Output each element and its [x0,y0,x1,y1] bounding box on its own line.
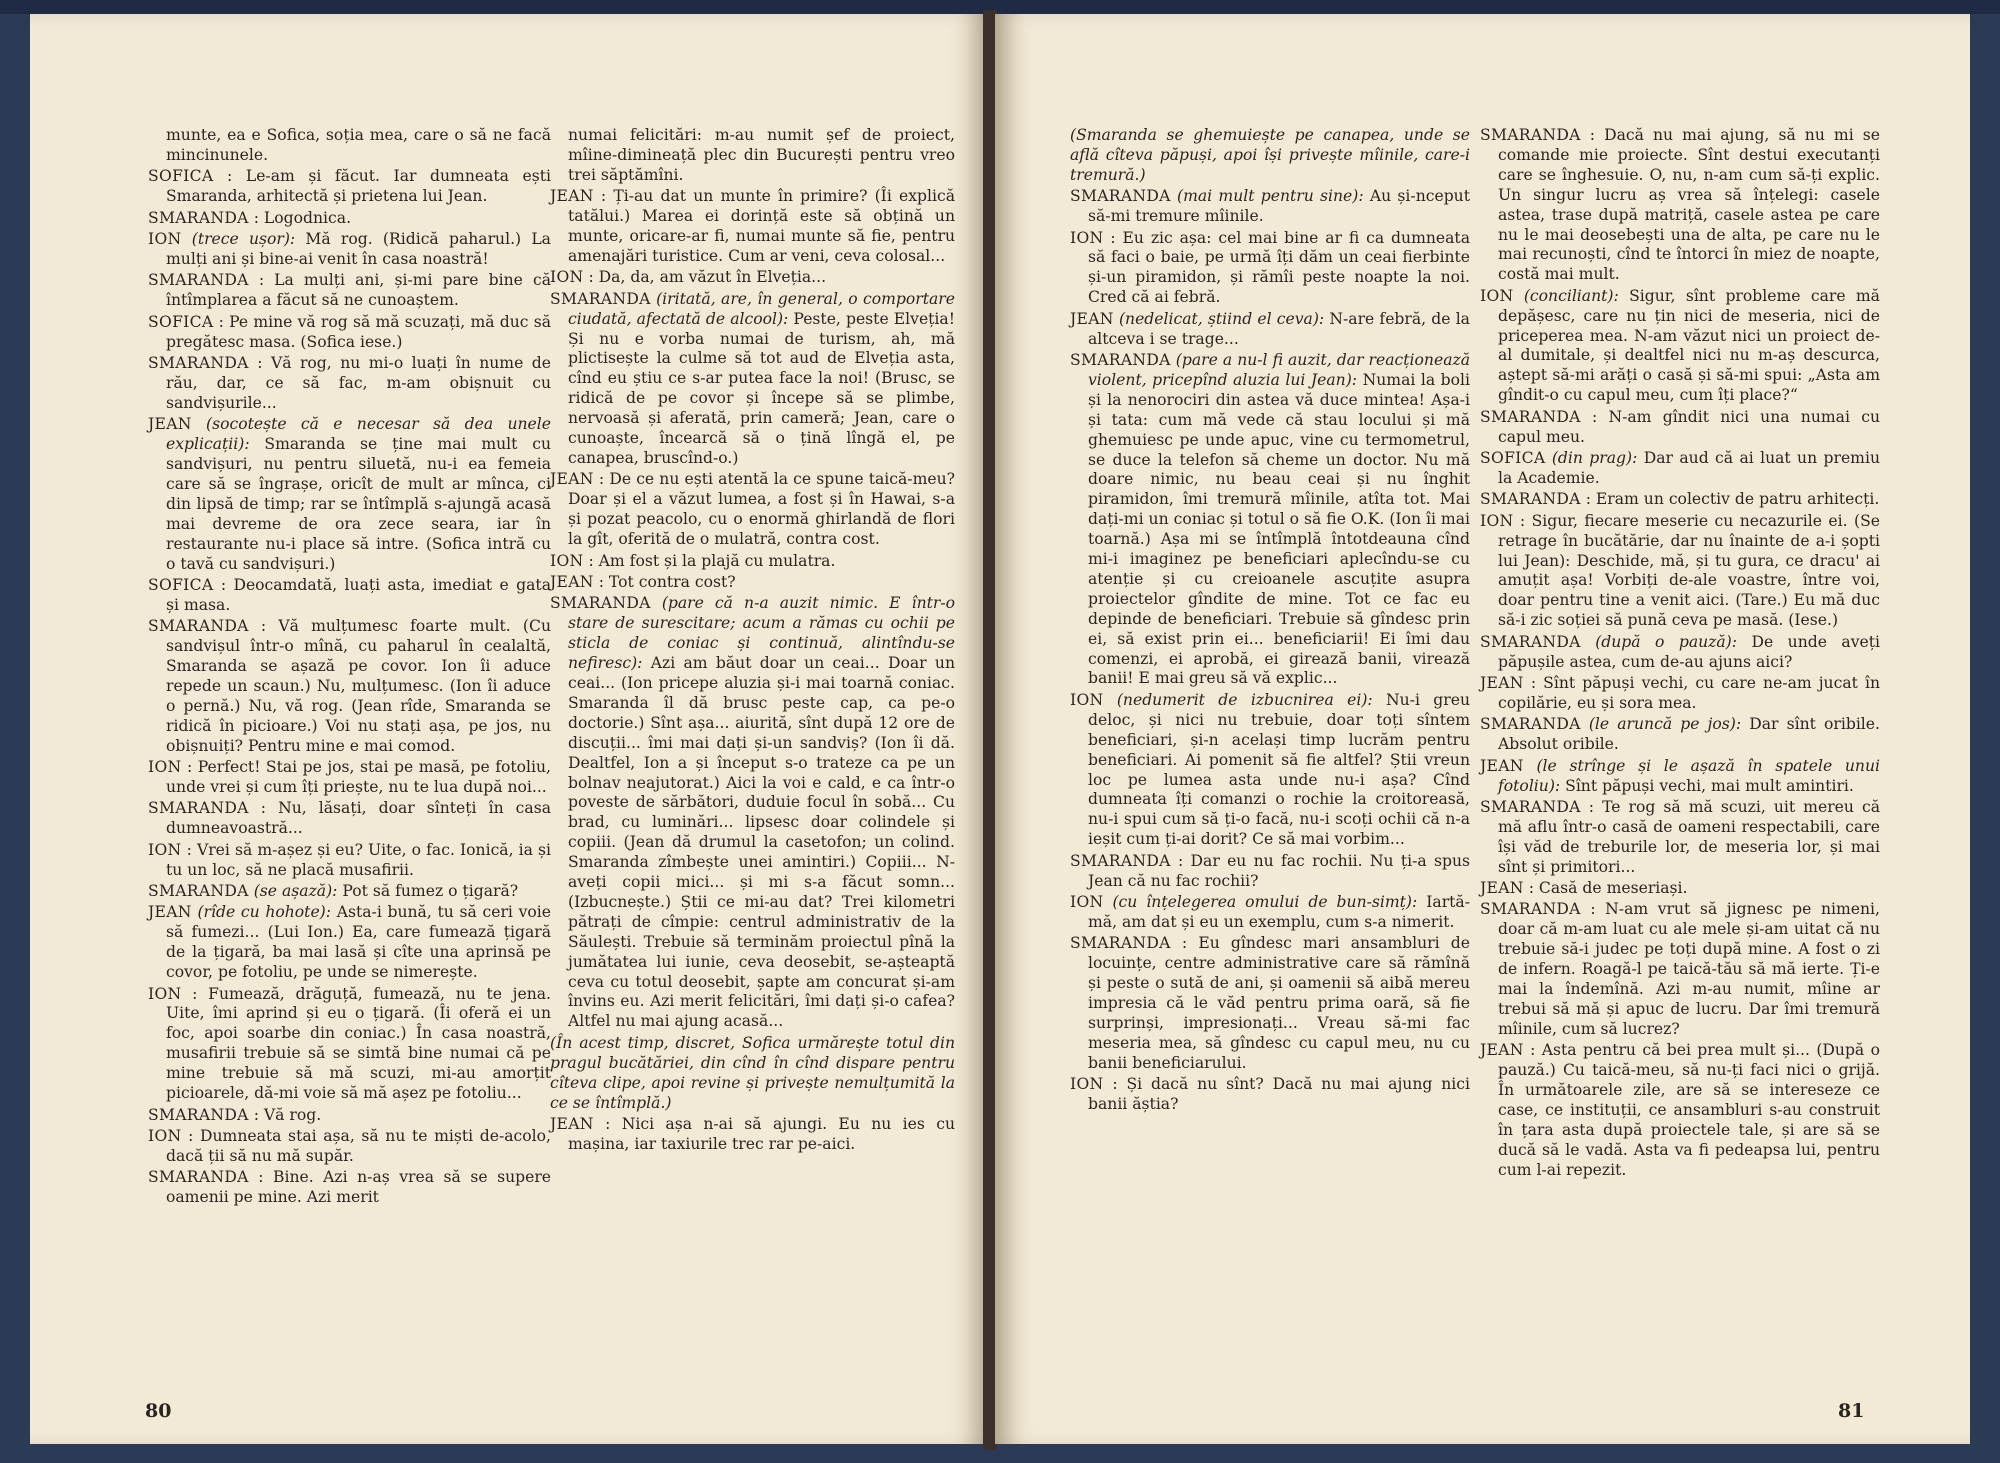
left-page-column-2 [550,126,955,1156]
speaker-name: SMARANDA [550,594,651,613]
dialogue-text: Pot să fumez o țigară? [342,882,519,901]
dialogue-line: JEAN : Ți-au dat un munte în primire? (Îi explică tatălui.) Marea ei dorință este să obțină un munte, oricare-ar fi, numai munte să fie, pentru amenajări turistice. Cum ar veni, ceva colosal... [550,187,955,265]
speaker-name: ION [1070,892,1104,911]
dialogue-line: ION : Da, da, am văzut în Elveția... [550,268,827,287]
speaker-name: JEAN [1480,673,1524,692]
dialogue-text: Bine. Azi n-aș vrea să se supere oamenii pe mine. Azi merit [166,1168,552,1207]
dialogue-line: SMARANDA : Nu, lăsați, doar sînteți în casa dumneavoastră... [148,799,551,838]
speaker-direction: (pare că n-a auzit nimic. E într-o stare de surescitare; acum a rămas cu ochii pe sticla de coniac și continuă, alintîndu-se nefiresc): [568,594,955,673]
dialogue-text: Perfect! Stai pe jos, stai pe masă, pe fotoliu, unde vrei și cum îți priește, nu te lua după noi... [166,758,552,796]
speaker-direction: (socotește că e necesar să dea unele explicații): [166,415,551,454]
speaker-direction: (trece ușor): [191,230,296,249]
speaker-name: SMARANDA [1070,934,1171,953]
book-cover-edge [0,0,2000,14]
dialogue-text: Le-am și făcut. Iar dumneata ești Smaranda, arhitectă și prietena lui Jean. [166,167,551,206]
dialogue-line [550,594,955,1032]
dialogue-text: Smaranda se ține mai mult cu sandvișuri, nu pentru siluetă, nu-i ea femeia care să se îngrașe, oricît de mult ar mînca, ci din lipsă de timp; rar se întîmplă s-ajungă acasă mai devreme de ora zece seara, iar în restaurante nu-i place să intre. (Sofica intră cu o tavă cu sandvișuri.) [166,435,551,573]
speaker-name: SMARANDA [1070,851,1171,870]
speaker-name: SMARANDA [1480,900,1581,919]
speaker-name: JEAN [550,470,594,489]
speaker-name: SOFICA [1480,449,1546,467]
speaker-name: SOFICA [148,167,214,186]
dialogue-text: Deocamdată, luați asta, imediat e gata și masa. [166,575,551,614]
speaker-name: JEAN [148,415,192,434]
speaker-direction: (din prag): [1551,449,1638,467]
speaker-name: SMARANDA [1480,490,1581,509]
dialogue-text: Fumează, drăguță, fumează, nu te jena. Uite, îmi aprind și eu o țigară. (Îi oferă ei un foc, apoi soarbe din coniac.) În casa noastră, musafirii trebuie să se simtă bine numai că pe mine trebuie să mă scuzi, mi-au amorțit picioarele, dă-mi voie să mă așez pe fotoliu... [166,984,551,1103]
speaker-name: ION [148,984,182,1003]
dialogue-text: Te rog să mă scuzi, uit mereu că mă aflu într-o casă de oameni respectabili, care își văd de treburile lor, de meseria lor, și mai sînt și primitori... [1498,797,1880,876]
speaker-direction: (le aruncă pe jos): [1588,715,1742,734]
dialogue-line: SMARANDA : Eram un colectiv de patru arhitecți. [1480,490,1880,509]
dialogue-text: N-am vrut să jignesc pe nimeni, doar că m-am luat cu ale mele și-am uitat că nu trebuie să-i judec pe toți după mine. A fost o zi de infern. Roagă-l pe taică-tău să mă ierte. Ți-e mai la îndemînă. Azi m-au numit, mîine ar trebui să mă și apuc de lucru. Dar îmi tremură mîinile, cum să lucrez? [1498,900,1880,1038]
dialogue-line [148,415,551,574]
speaker-name: SMARANDA [1070,350,1171,369]
dialogue-line: ION : Și dacă nu sînt? Dacă nu mai ajung nici banii ăștia? [1070,1075,1470,1113]
dialogue-text: Pe mine vă rog să mă scuzați, mă duc să pregătesc masa. (Sofica iese.) [166,312,551,351]
speaker-name: ION [1070,228,1104,247]
speaker-name: SMARANDA [148,617,249,636]
speaker-name: SMARANDA [1480,407,1581,426]
dialogue-text: De ce nu ești atentă la ce spune taică-meu? Doar și el a văzut lumea, a fost și în Hawai, s-a și pozat peacolo, cu o enormă ghirlandă de flori la gît, oferită de o mulatră, contra cost. [568,470,955,549]
speaker-name: ION [148,230,182,249]
dialogue-text: Logodnica. [263,208,352,227]
dialogue-line: JEAN : Nici așa n-ai să ajungi. Eu nu ies cu mașina, iar taxiurile trec rar pe-aici. [550,1114,955,1153]
dialogue-line: JEAN : Tot contra cost? [550,572,736,591]
dialogue-text: munte, ea e Sofica, soția mea, care o să ne facă mincinunele. [166,126,551,164]
dialogue-text: Nici așa n-ai să ajungi. Eu nu ies cu mașina, iar taxiurile trec rar pe-aici. [568,1114,955,1153]
dialogue-line [1070,351,1470,689]
dialogue-text: Sînt păpuși vechi, mai mult amintiri. [1565,776,1854,795]
dialogue-line: SMARANDA : Vă rog. [148,1105,322,1124]
dialogue-line [550,290,955,469]
page-number-left: 80 [145,1400,172,1422]
dialogue-line [148,882,551,902]
dialogue-line: JEAN : Casă de meseriași. [1480,879,1688,898]
speaker-name: JEAN [1070,309,1114,328]
speaker-name: SMARANDA [1480,126,1581,144]
speaker-name: ION [1480,511,1514,530]
dialogue-line: ION : Am fost și la plajă cu mulatra. [550,551,836,570]
dialogue-line [1070,310,1470,350]
right-page [995,14,1970,1444]
dialogue-text: Nu-i greu deloc, și nici nu trebuie, doar toți sîntem beneficiari, și-n același timp lucrăm pentru beneficiari. Ai pomenit să fie altfel? Știi vreun loc pe lumea asta unde nu-i așa? Cînd dumneata îți comanzi o rochie la croitoreasă, nu-i spui cum să ți-o facă, nu-i scoți ochii că n-a ieșit cum ți-ai dorit? Ce să mai vorbim... [1088,690,1470,849]
speaker-name: ION [1070,690,1104,709]
speaker-name: JEAN [550,187,594,206]
speaker-name: ION [148,1126,182,1145]
dialogue-line: SMARANDA : La mulți ani, și-mi pare bine că întîmplarea a făcut să ne cunoaștem. [148,271,551,310]
stage-direction [550,1034,955,1114]
dialogue-line: SMARANDA : Te rog să mă scuzi, uit mereu că mă aflu într-o casă de oameni respectabili, care își văd de treburile lor, de meseria lor, și mai sînt și primitori... [1480,797,1880,876]
dialogue-line: SMARANDA : N-am gîndit nici una numai cu capul meu. [1480,407,1880,446]
dialogue-text: Eram un colectiv de patru arhitecți. [1595,490,1880,509]
speaker-direction: (după o pauză): [1595,632,1738,651]
dialogue-text: Eu zic așa: cel mai bine ar fi ca dumneata să faci o baie, pe urmă îți dăm un ceai fierbinte și-un piramidon, și rămîi peste noapte la noi. Cred că ai febră. [1088,228,1470,307]
dialogue-text: N-am gîndit nici una numai cu capul meu. [1498,407,1880,446]
dialogue-line: ION : Dumneata stai așa, să nu te miști de-acolo, dacă ții să nu mă supăr. [148,1126,551,1165]
speaker-name: SOFICA [148,575,214,594]
speaker-name: JEAN [550,572,594,591]
dialogue-text: Asta pentru că bei prea mult și... (După o pauză.) Cu taică-meu, să nu-ți faci nici o grijă. În următoarele zile, are să se intereseze ce case, ce instituții, ce ansambluri s-au construit în țara asta după proiectele tale, și are să se ducă să le vadă. Asta va fi pedeapsa lui, pentru cum l-ai repezit. [1498,1041,1880,1179]
dialogue-text: Ți-au dat un munte în primire? (Îi explică tatălui.) Marea ei dorință este să obțină un munte, oricare-ar fi, numai munte să fie, pentru amenajări turistice. Cum ar veni, ceva colosal... [568,187,955,265]
dialogue-line: JEAN : Asta pentru că bei prea mult și... (După o pauză.) Cu taică-meu, să nu-ți faci nici o grijă. În următoarele zile, are să se intereseze ce case, ce instituții, ce ansambluri s-au construit în țara asta după proiectele tale, și are să se ducă să le vadă. Asta va fi pedeapsa lui, pentru cum l-ai repezit. [1480,1041,1880,1179]
dialogue-text: Vă mulțumesc foarte mult. (Cu sandvișul într-o mînă, cu paharul în cealaltă, Smaranda se așază pe covor. Ion îi aduce repede un scaun.) Nu, mulțumesc. (Ion îi aduce o pernă.) Nu, vă rog. (Jean rîde, Smaranda se ridică în picioare.) Voi nu stați așa, pe jos, nu obișnuiți? Pentru mine e mai comod. [166,617,551,755]
speaker-name: SMARANDA [1480,632,1581,651]
dialogue-text: Dumneata stai așa, să nu te miști de-acolo, dacă ții să nu mă supăr. [166,1126,551,1165]
stage-direction [1070,126,1470,186]
speaker-name: SMARANDA [148,1168,249,1187]
stage-direction-text: (În acest timp, discret, Sofica urmărește totul din pragul bucătăriei, din cînd în cînd dispare pentru cîteva clipe, apoi revine și privește nemulțumită la ce se întîmplă.) [550,1033,955,1112]
right-page-column-2 [1480,126,1880,1182]
dialogue-text: Casă de meseriași. [1538,879,1688,898]
dialogue-line [1480,757,1880,797]
dialogue-text: La mulți ani, și-mi pare bine că întîmplarea a făcut să ne cunoaștem. [166,271,551,310]
speaker-name: SMARANDA [1480,715,1581,734]
dialogue-line [148,903,551,983]
speaker-name: JEAN [550,1114,594,1133]
speaker-name: SMARANDA [1070,187,1171,206]
dialogue-line: SMARANDA : Eu gîndesc mari ansambluri de locuințe, centre administrative care să rămînă și peste o sută de ani, și oamenii să aibă mereu impresia că le văd pentru prima oară, să fie surprinși, impresionați... Vreau să-mi fac meseria mea, să gîndesc cu capul meu, nu cu banii beneficiarului. [1070,934,1470,1072]
dialogue-text: Nu, lăsați, doar sînteți în casa dumneavoastră... [166,799,551,838]
speaker-direction: (se așază): [253,882,338,901]
dialogue-text: Și dacă nu sînt? Dacă nu mai ajung nici banii ăștia? [1088,1075,1470,1113]
dialogue-text: Am fost și la plajă cu mulatra. [598,551,836,570]
dialogue-line [1480,449,1880,489]
dialogue-text: N-are febră, de la altceva i se trage... [1088,309,1470,348]
dialogue-line: SMARANDA : Dacă nu mai ajung, să nu mi se comande mie proiecte. Sînt destui executanți care se înghesuie. O, nu, n-am cum să-ți explic. Un singur lucru aș vrea să înțelegi: casele astea, trase după matriță, casele astea pe care nu le mai deosebești una de alta, pe care nu le mai recunoști, cînd te întorci în miez de noapte, costă mai mult. [1480,126,1880,284]
dialogue-text: De unde aveți păpușile astea, cum de-au ajuns aici? [1498,632,1880,671]
dialogue-text: Tot contra cost? [608,572,736,591]
speaker-direction: (rîde cu hohote): [197,903,332,922]
page-number-right: 81 [1838,1400,1865,1422]
dialogue-text: Eu gîndesc mari ansambluri de locuințe, centre administrative care să rămînă și peste o sută de ani, și oamenii să aibă mereu impresia că le văd pentru prima oară, să fie surprinși, impresionați... Vreau să-mi fac meseria mea, să gîndesc cu capul meu, nu cu banii beneficiarului. [1088,934,1470,1072]
dialogue-line [148,230,551,270]
dialogue-line [1070,893,1470,933]
dialogue-text: Dar aud că ai luat un premiu la Academie. [1498,449,1880,487]
speaker-direction: (conciliant): [1523,286,1619,305]
dialogue-text: Iartă-mă, am dat și eu un exemplu, cum s-a nimerit. [1088,892,1470,931]
dialogue-line: SMARANDA : Bine. Azi n-aș vrea să se supere oamenii pe mine. Azi merit [148,1168,552,1207]
dialogue-text: Sigur, sînt probleme care mă depășesc, care nu țin nici de meseria, nici de priceperea mea. N-am văzut nici un proiect de-al dumitale, și dealtfel nici nu m-aș descurca, aștept să-mi arăți o casă și să-mi spui: „Asta am gîndit-o cu capul meu, cum îți place?“ [1498,286,1880,405]
speaker-name: SMARANDA [148,271,249,290]
dialogue-line: SMARANDA : Vă mulțumesc foarte mult. (Cu sandvișul într-o mînă, cu paharul în cealaltă, Smaranda se așază pe covor. Ion îi aduce repede un scaun.) Nu, mulțumesc. (Ion îi aduce o pernă.) Nu, vă rog. (Jean rîde, Smaranda se ridică în picioare.) Voi nu stați așa, pe jos, nu obișnuiți? Pentru mine e mai comod. [148,617,551,755]
left-page-column-1 [148,126,551,1210]
dialogue-text: numai felicitări: m-au numit șef de proiect, mîine-dimineață plec din București pentru vreo trei săptămîni. [568,126,955,184]
speaker-name: SMARANDA [148,208,249,227]
dialogue-line [1480,715,1880,755]
dialogue-line: SMARANDA : Vă rog, nu mi-o luați în nume de rău, dar, ce să fac, m-am obișnuit cu sandvișurile... [148,353,551,412]
speaker-name: SMARANDA [148,1105,249,1124]
speaker-direction: (pare a nu-l fi auzit, dar reacționează violent, pricepînd aluzia lui Jean): [1088,350,1470,389]
dialogue-line: SMARANDA : Logodnica. [148,208,352,227]
dialogue-line: ION : Vrei să m-așez și eu? Uite, o fac. Ionică, ia și tu un loc, să ne placă musafirii. [148,840,551,879]
dialogue-text: Asta-i bună, tu să ceri voie să fumezi... (Lui Ion.) Ea, care fumează țigară de la țigară, ba mai lasă și cîte una aprinsă pe covor, pe fotoliu, pe unde se nimerește. [166,903,551,982]
continued-text [550,126,955,186]
dialogue-line: SMARANDA : N-am vrut să jignesc pe nimeni, doar că m-am luat cu ale mele și-am uitat că nu trebuie să-i judec pe toți după mine. A fost o zi de infern. Roagă-l pe taică-tău să mă ierte. Ți-e mai la îndemînă. Azi m-au numit, mîine ar trebui să mă și apuc de lucru. Dar îmi tremură mîinile, cum să lucrez? [1480,900,1880,1038]
dialogue-line: SOFICA : Deocamdată, luați asta, imediat e gata și masa. [148,575,551,614]
speaker-name: SOFICA [148,312,214,331]
dialogue-line: SOFICA : Pe mine vă rog să mă scuzați, mă duc să pregătesc masa. (Sofica iese.) [148,312,551,351]
dialogue-text: Vă rog, nu mi-o luați în nume de rău, dar, ce să fac, m-am obișnuit cu sandvișurile... [166,353,551,412]
dialogue-line [1070,187,1470,227]
dialogue-text: Au și-nceput să-mi tremure mîinile. [1088,187,1470,226]
continued-text [148,126,551,166]
dialogue-line: ION : Eu zic așa: cel mai bine ar fi ca dumneata să faci o baie, pe urmă îți dăm un ceai fierbinte și-un piramidon, și rămîi peste noapte la noi. Cred că ai febră. [1070,228,1470,307]
dialogue-line: SMARANDA : Dar eu nu fac rochii. Nu ți-a spus Jean că nu fac rochii? [1070,851,1470,890]
speaker-name: SMARANDA [550,289,651,308]
speaker-direction: (mai mult pentru sine): [1177,187,1364,206]
dialogue-text: Peste, peste Elveția! Și nu e vorba numai de turism, ah, mă plictisește la culme să tot aud de Elveția asta, cînd eu știu ce s-ar putea face la noi! (Brusc, se ridică de pe covor și începe să se plimbe, nervoasă și aferată, prin cameră; Jean, care o cunoaște, încearcă să o țină lîngă el, pe canapea, bruscînd-o.) [568,309,955,467]
dialogue-line [1070,691,1470,850]
speaker-direction: (iritată, are, în general, o comportare ciudată, afectată de alcool): [568,289,955,328]
speaker-name: ION [1480,286,1514,305]
speaker-direction: (le strînge și le așază în spatele unui fotoliu): [1498,756,1880,795]
stage-direction-text: (Smaranda se ghemuiește pe canapea, unde se află cîteva păpuși, apoi își privește mîinile, care-i tremură.) [1070,126,1470,184]
speaker-name: JEAN [1480,756,1524,775]
dialogue-line: JEAN : De ce nu ești atentă la ce spune taică-meu? Doar și el a văzut lumea, a fost și în Hawai, s-a și pozat peacolo, cu o enormă ghirlandă de flori la gît, oferită de o mulatră, contra cost. [550,470,955,549]
speaker-direction: (nedumerit de izbucnirea ei): [1116,690,1373,709]
dialogue-text: Sînt păpuși vechi, cu care ne-am jucat în copilărie, eu și sora mea. [1498,673,1880,712]
dialogue-text: Dar eu nu fac rochii. Nu ți-a spus Jean că nu fac rochii? [1088,851,1470,890]
left-page [30,14,985,1444]
speaker-direction: (nedelicat, știind el ceva): [1118,309,1325,328]
dialogue-line: SOFICA : Le-am și făcut. Iar dumneata ești Smaranda, arhitectă și prietena lui Jean. [148,167,551,206]
dialogue-text: Numai la boli și la nenorociri din astea vă duce mintea! Așa-i și tata: cum mă vede că stau locului și mă ghemuiesc pe unde apuc, vine cu termometrul, se duce la telefon să cheme un doctor. Nu mă doare nimic, nu beau ceai și nu înghit piramidon, îmi tremură mîinile, atîta tot. Mai dați-mi un coniac și totul o să fie O.K. (Ion îi mai toarnă.) Așa mi se întîmplă întotdeauna cînd mi-i imaginez pe beneficiari aplecîndu-se cu atenție și cu creioanele ascuțite asupra proiectelor gîndite de mine. Tot ce fac eu depinde de beneficiari. Trebuie să gîndesc prin ei, să exist prin ei... beneficiarii! Ei îmi dau comenzi, ei aprobă, ei girează banii, virează banii! E mai greu să vă explic... [1088,370,1470,688]
speaker-name: SMARANDA [1480,797,1581,816]
dialogue-line: JEAN : Sînt păpuși vechi, cu care ne-am jucat în copilărie, eu și sora mea. [1480,673,1880,712]
right-page-column-1 [1070,126,1470,1116]
dialogue-line: ION : Sigur, fiecare meserie cu necazurile ei. (Se retrage în bucătărie, dar nu înainte de a-i șopti lui Jean): Deschide, mă, și tu gura, ce dracu' ai amuțit așa! Vorbiți de-ale voastre, între voi, doar pentru tine a venit aici. (Tare.) Eu mă duc să-i zic soției să pună ceva pe masă. (Iese.) [1480,511,1880,630]
dialogue-text: Mă rog. (Ridică paharul.) La mulți ani și bine-ai venit în casa noastră! [166,230,551,268]
dialogue-line: ION : Perfect! Stai pe jos, stai pe masă, pe fotoliu, unde vrei și cum îți priește, nu te lua după noi... [148,758,552,796]
dialogue-line [1480,287,1880,406]
speaker-name: ION [550,268,584,287]
speaker-name: JEAN [1480,879,1524,898]
speaker-name: SMARANDA [148,353,249,372]
dialogue-text: Dar sînt oribile. Absolut oribile. [1498,715,1880,754]
speaker-name: JEAN [148,903,192,922]
speaker-name: ION [1070,1075,1104,1094]
dialogue-text: Dacă nu mai ajung, să nu mi se comande mie proiecte. Sînt destui executanți care se înghesuie. O, nu, n-am cum să-ți explic. Un singur lucru aș vrea să înțelegi: casele astea, trase după matriță, casele astea pe care nu le mai deosebești una de alta, pe care nu le mai recunoști, cînd te întorci în miez de noapte, costă mai mult. [1498,126,1880,284]
speaker-name: JEAN [1480,1041,1524,1060]
dialogue-line: ION : Fumează, drăguță, fumează, nu te jena. Uite, îmi aprind și eu o țigară. (Îi oferă ei un foc, apoi soarbe din coniac.) În casa noastră, musafirii trebuie să se simtă bine numai că pe mine trebuie să mă scuzi, mi-au amorțit picioarele, dă-mi voie să mă așez pe fotoliu... [148,984,551,1103]
speaker-name: SMARANDA [148,882,249,901]
dialogue-text: Da, da, am văzut în Elveția... [598,268,827,287]
speaker-name: ION [148,840,182,859]
dialogue-text: Vă rog. [263,1105,322,1124]
dialogue-line [1480,633,1880,673]
dialogue-text: Azi am băut doar un ceai... Doar un ceai... (Ion pricepe aluzia și-i mai toarnă coniac. Smaranda îl dă brusc peste cap, ca pe-o doctorie.) Sînt așa... aiurită, sînt după 12 ore de discuții... îmi mai dați și-un sandviș? (Ion îi dă. Dealtfel, Ion a și început s-o trateze ca pe un bolnav neajutorat.) Aici la voi e cald, e ca într-o poveste de sărbători, duduie focul în sobă... Cu brad, cu luminări... lipsesc doar colindele și copiii. (Jean dă drumul la casetofon; un colind. Smaranda zîmbește unei amintiri.) Copiii... N-aveți copii mici... și mi s-a făcut somn... (Izbucnește.) Știi ce mi-au dat? Trei kilometri pătrați de cîmpie: centrul administrativ de la Săulești. Trebuie să terminăm proiectul pînă la jumătatea lui iunie, ceva deosebit, se-așteaptă ceva cu totul deosebit, șapte am concurat și-am învins eu. Azi merit felicitări, îmi dați și-o cafea? Altfel nu mai ajung acasă... [568,654,955,1031]
dialogue-text: Sigur, fiecare meserie cu necazurile ei. (Se retrage în bucătărie, dar nu înainte de a-i șopti lui Jean): Deschide, mă, și tu gura, ce dracu' ai amuțit așa! Vorbiți de-ale voastre, între voi, doar pentru tine a venit aici. (Tare.) Eu mă duc să-i zic soției să pună ceva pe masă. (Iese.) [1498,511,1880,630]
speaker-name: ION [550,551,584,570]
speaker-name: SMARANDA [148,799,249,818]
dialogue-text: Vrei să m-așez și eu? Uite, o fac. Ionică, ia și tu un loc, să ne placă musafirii. [166,840,551,879]
speaker-name: ION [148,758,182,777]
speaker-direction: (cu înțelegerea omului de bun-simț): [1112,892,1418,911]
